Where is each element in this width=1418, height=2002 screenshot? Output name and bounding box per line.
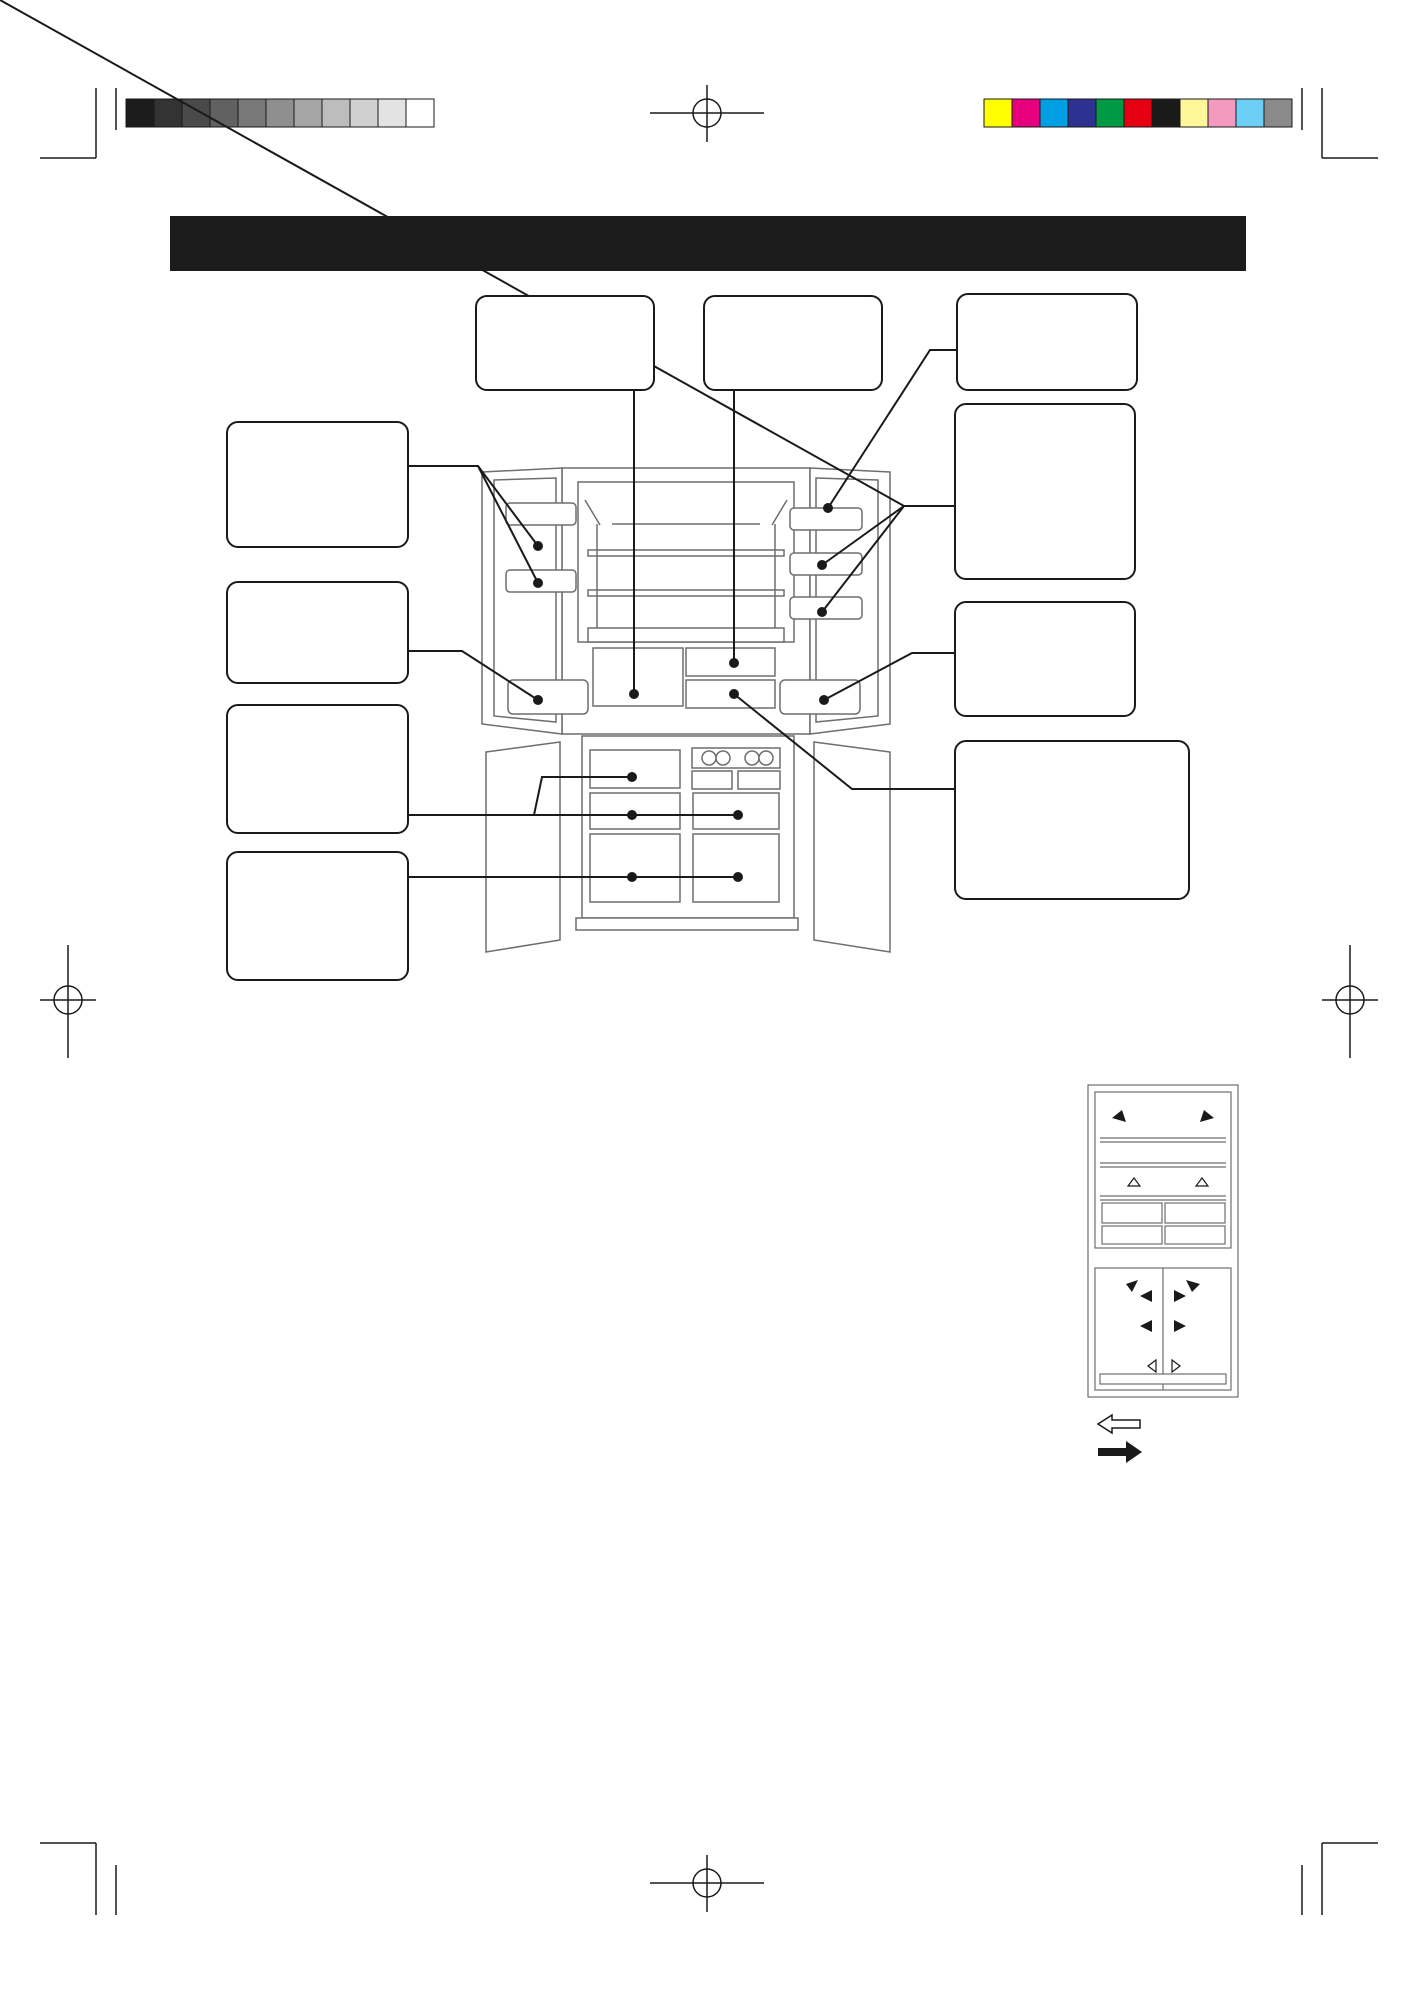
solid-arrow-icon: [1098, 1441, 1142, 1463]
outline-arrow-icon: [1098, 1415, 1140, 1433]
airflow-legend: [1098, 1415, 1142, 1463]
